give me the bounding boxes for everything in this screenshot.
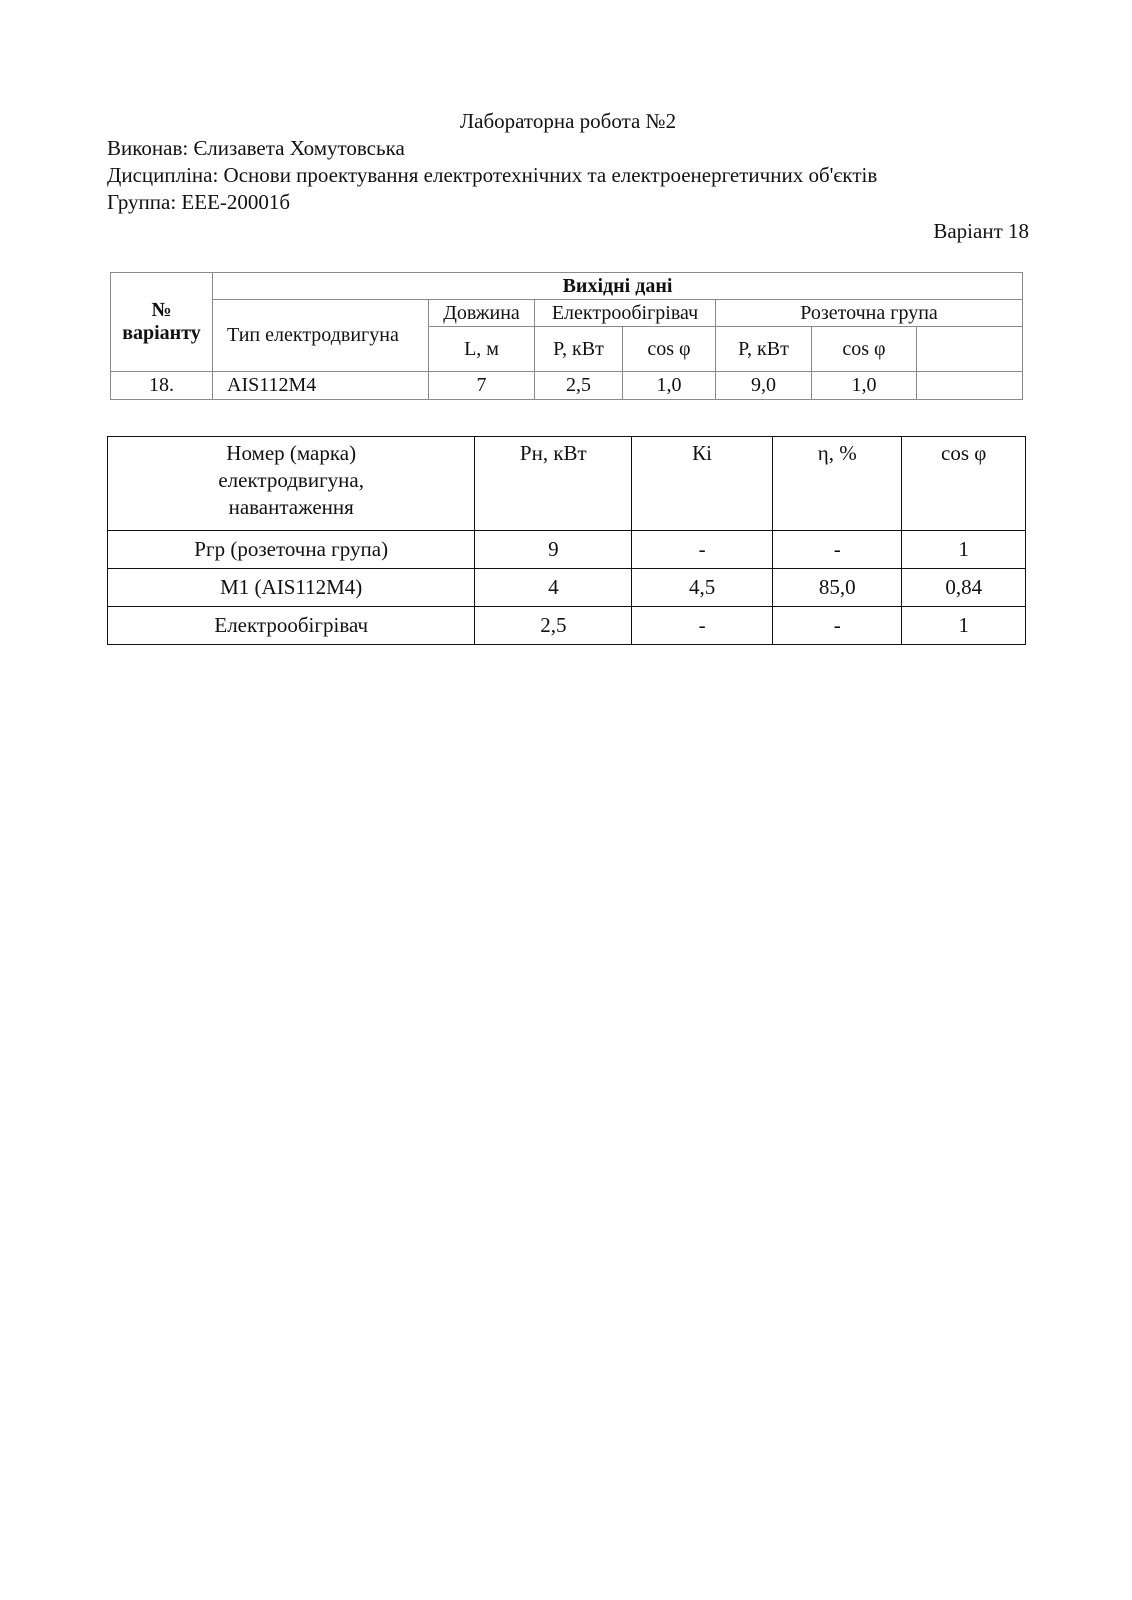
- load-parameters-table: [107, 436, 1026, 645]
- row-cos-cell: 1: [902, 607, 1026, 645]
- row-pn-cell: 9: [475, 531, 632, 569]
- eta-column-header: η, %: [772, 437, 902, 531]
- socket-cos-header: cos φ: [812, 327, 917, 372]
- table-row: [111, 372, 1023, 400]
- name-column-header-text: Номер (марка) електродвигуна, навантаження: [218, 441, 364, 519]
- length-header: Довжина: [429, 300, 535, 327]
- source-data-table: [110, 272, 1023, 400]
- row-name-cell: Електрообігрівач: [108, 607, 475, 645]
- name-column-header: [108, 437, 475, 531]
- socket-power-header: P, кВт: [716, 327, 812, 372]
- heater-power-header: P, кВт: [535, 327, 623, 372]
- pn-column-header: Pн, кВт: [475, 437, 632, 531]
- row-ki-cell: -: [632, 531, 773, 569]
- variant-number-header: [111, 273, 213, 372]
- group-line: Группа: ЕЕЕ-20001б: [107, 190, 291, 214]
- performer-line: Виконав: Єлизавета Хомутовська: [107, 136, 405, 160]
- document-header: [107, 108, 1029, 245]
- row-ki-cell: 4,5: [632, 569, 773, 607]
- discipline-line: Дисципліна: Основи проектування електротехнічних та електроенергетичних об'єктів: [107, 163, 878, 187]
- ki-column-header: Кі: [632, 437, 773, 531]
- row-name-cell: M1 (AIS112M4): [108, 569, 475, 607]
- row-eta-cell: 85,0: [772, 569, 902, 607]
- row-ki-cell: -: [632, 607, 773, 645]
- row-pn-cell: 2,5: [475, 607, 632, 645]
- row-cos-cell: 1: [902, 531, 1026, 569]
- motor-type-cell: AIS112M4: [213, 372, 429, 400]
- table-row: [108, 607, 1026, 645]
- table-row: [108, 531, 1026, 569]
- variant-number-header-text: № варіанту: [122, 299, 201, 344]
- heater-header: Електрообігрівач: [535, 300, 716, 327]
- heater-cos-header: cos φ: [623, 327, 716, 372]
- empty-header-cell: [917, 327, 1023, 372]
- socket-group-header: Розеточна група: [716, 300, 1023, 327]
- empty-cell: [917, 372, 1023, 400]
- cos-column-header: cos φ: [902, 437, 1026, 531]
- socket-power-cell: 9,0: [716, 372, 812, 400]
- row-eta-cell: -: [772, 531, 902, 569]
- motor-type-header: Тип електродвигуна: [213, 300, 429, 372]
- variant-cell: 18.: [111, 372, 213, 400]
- length-unit-header: L, м: [429, 327, 535, 372]
- table-row: [108, 569, 1026, 607]
- heater-cos-cell: 1,0: [623, 372, 716, 400]
- socket-cos-cell: 1,0: [812, 372, 917, 400]
- row-pn-cell: 4: [475, 569, 632, 607]
- document-title: Лабораторна робота №2: [459, 109, 677, 133]
- row-cos-cell: 0,84: [902, 569, 1026, 607]
- variant-label: Варіант 18: [933, 219, 1029, 243]
- row-name-cell: Pгр (розеточна група): [108, 531, 475, 569]
- source-data-group-header: Вихідні дані: [213, 273, 1023, 300]
- row-eta-cell: -: [772, 607, 902, 645]
- length-cell: 7: [429, 372, 535, 400]
- heater-power-cell: 2,5: [535, 372, 623, 400]
